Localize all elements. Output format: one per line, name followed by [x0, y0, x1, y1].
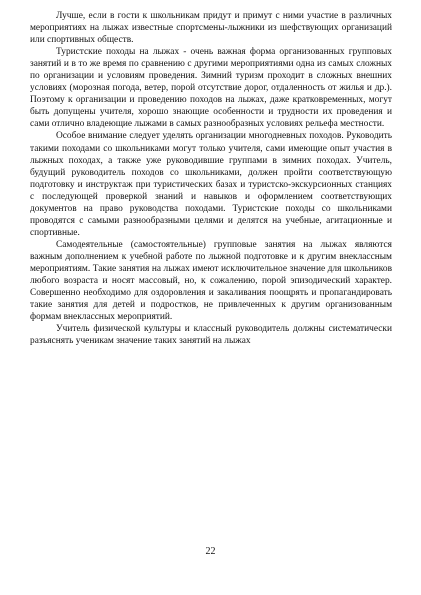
- page-text-body: [30, 10, 392, 347]
- paragraph: Самодеятельные (самостоятельные) групповые занятия на лыжах являются важным дополнением к учебной работе по лыжной подготовке и к другим внеклассным мероприятиям. Такие занятия на лыжах имеют исключительное значение для школьников любого возраста и носят массовый, но, к сожалению, порой эпизодический характер. Совершенно необходимо для оздоровления и закаливания поощрять и пропагандировать такие занятия для детей и подростков, не привлеченных к другим организованным формам внеклассных мероприятий.: [30, 239, 392, 323]
- paragraph: Лучше, если в гости к школьникам придут и примут с ними участие в различных мероприятиях на лыжах известные спортсмены-лыжники из шефствующих организаций или спортивных обществ.: [30, 11, 392, 46]
- paragraph: Учитель физической культуры и классный руководитель должны систематически разъяснять ученикам значение таких занятий на лыжах: [30, 324, 392, 347]
- paragraph: Особое внимание следует уделять организации многодневных походов. Руководить такими походами со школьниками могут только учителя, сами имеющие опыт участия в лыжных походах, а также уже руководившие группами в зимних походах. Учитель, будущий руководитель походов со школьниками, должен пройти соответствующую подготовку и инструктаж при туристических базах и туристско-экскурсионных станциях с последующей проверкой знаний и навыков и оформлением соответствующих документов на право руководства походами. Туристские походы со школьниками проводятся с самыми разнообразными целями и делятся на учебные, агитационные и спортивные.: [30, 131, 392, 238]
- paragraph: Туристские походы на лыжах - очень важная форма организованных групповых занятий и в то же время по сравнению с другими мероприятиями одна из самых сложных по организации и условиям проведения. Зимний туризм проходит в сложных внешних условиях (морозная погода, ветер, порой отсутствие дорог, отдаленность от жилья и др.). Поэтому к организации и проведению походов на лыжах, даже кратковременных, могут быть допущены учителя, хорошо знающие особенности и трудности их проведения и сами отлично владеющие лыжами в самых разнообразных условиях рельефа местности.: [30, 47, 392, 130]
- page-number: 22: [205, 546, 216, 557]
